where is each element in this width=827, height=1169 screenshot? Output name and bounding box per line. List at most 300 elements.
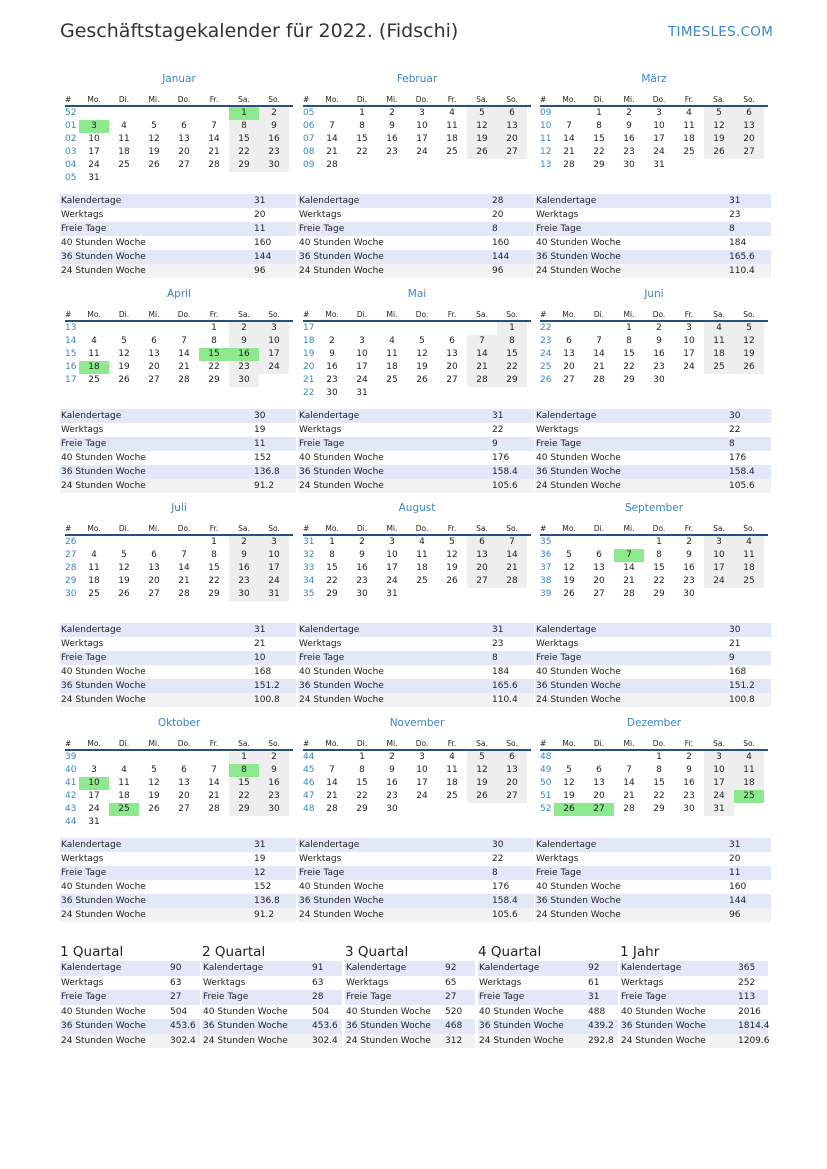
day-cell [169, 816, 199, 829]
day-cell: 21 [326, 791, 338, 801]
day-cell [199, 172, 229, 185]
summary-label: Werktags [536, 854, 579, 864]
day-cell: 28 [178, 375, 190, 385]
summary-row [535, 423, 771, 437]
week-number: 25 [540, 362, 552, 372]
week-row [303, 133, 531, 146]
summary-value: 100.8 [729, 695, 755, 705]
day-cell: 19 [416, 362, 428, 372]
day-cell: 27 [148, 589, 160, 599]
day-cell: 7 [497, 536, 527, 549]
week-number: 34 [303, 576, 315, 586]
day-cell: 24 [704, 575, 734, 588]
weekday-label: Mo. [562, 310, 576, 319]
day-cell [734, 588, 764, 601]
weekday-label: Sa. [713, 739, 725, 748]
day-cell: 1 [211, 323, 217, 333]
day-cell: 19 [467, 133, 497, 146]
weekday-label: Mi. [148, 310, 160, 319]
day-cell: 26 [446, 576, 458, 586]
weekday-header [540, 522, 768, 536]
summary-value: 158.4 [492, 896, 518, 906]
day-cell: 19 [118, 362, 130, 372]
weekday-label: So. [268, 739, 280, 748]
summary-row [535, 651, 771, 665]
week-row [65, 562, 293, 575]
day-cell: 21 [178, 362, 190, 372]
quarter-row [478, 1019, 618, 1034]
week-row [540, 588, 768, 601]
summary-row [535, 866, 771, 880]
day-cell: 19 [446, 563, 458, 573]
day-cell [109, 172, 139, 185]
day-cell: 9 [259, 120, 289, 133]
day-cell: 12 [148, 134, 160, 144]
month-name: Januar [162, 73, 196, 85]
quarter-row [60, 990, 200, 1005]
day-cell: 15 [229, 133, 259, 146]
day-cell: 30 [653, 375, 665, 385]
day-cell: 3 [704, 751, 734, 764]
day-cell: 11 [683, 121, 695, 131]
month-januar [65, 73, 293, 185]
day-cell: 14 [623, 778, 635, 788]
day-cell: 17 [88, 147, 100, 157]
day-cell: 11 [416, 550, 428, 560]
day-cell: 1 [497, 322, 527, 335]
summary-row [60, 437, 296, 451]
weekday-header [65, 308, 293, 322]
summary-row [60, 693, 296, 707]
summary-row [60, 264, 296, 278]
weekday-label: Fr. [447, 310, 457, 319]
day-cell: 6 [734, 107, 764, 120]
day-cell [169, 536, 199, 549]
week-number: 02 [65, 134, 77, 144]
weekday-label: Mo. [87, 739, 101, 748]
day-cell: 15 [199, 348, 229, 361]
weekday-header [303, 522, 531, 536]
day-cell: 30 [229, 374, 259, 387]
month-november [303, 717, 531, 816]
day-cell: 18 [118, 147, 130, 157]
weekday-label: Fr. [684, 739, 694, 748]
weekday-label: # [65, 310, 72, 319]
day-cell: 6 [151, 550, 157, 560]
summary-row [535, 264, 771, 278]
month-september [540, 502, 768, 601]
week-row [540, 562, 768, 575]
summary-row [298, 423, 534, 437]
day-cell: 13 [148, 563, 160, 573]
summary-value: 168 [729, 667, 747, 677]
day-cell: 26 [416, 375, 428, 385]
day-cell: 29 [229, 803, 259, 816]
summary-label: Kalendertage [536, 625, 597, 635]
quarter-block [620, 944, 768, 1048]
day-cell: 20 [446, 362, 458, 372]
day-cell: 6 [566, 336, 572, 346]
weekday-header [540, 93, 768, 107]
week-row [303, 803, 531, 816]
day-cell: 24 [416, 791, 428, 801]
day-cell: 28 [623, 589, 635, 599]
week-row [65, 816, 293, 829]
day-cell: 6 [467, 536, 497, 549]
quarter-value: 27 [445, 992, 457, 1002]
day-cell: 25 [734, 790, 764, 803]
week-row [540, 133, 768, 146]
quarter-block [478, 944, 618, 1048]
week-number: 30 [65, 589, 77, 599]
day-cell: 9 [229, 335, 259, 348]
weekday-label: So. [506, 524, 518, 533]
summary-row [535, 637, 771, 651]
summary-value: 110.4 [729, 266, 755, 276]
day-cell: 16 [356, 563, 368, 573]
day-cell: 30 [259, 159, 289, 172]
week-row [65, 575, 293, 588]
day-cell: 20 [734, 133, 764, 146]
day-cell: 20 [178, 791, 190, 801]
day-cell: 17 [653, 134, 665, 144]
weekday-label: Fr. [684, 310, 694, 319]
summary-row [298, 693, 534, 707]
day-cell [437, 803, 467, 816]
quarter-label: Freie Tage [621, 992, 667, 1002]
day-cell: 27 [178, 160, 190, 170]
day-cell [467, 322, 497, 335]
quarter-label: 36 Stunden Woche [621, 1021, 706, 1031]
day-cell: 20 [178, 147, 190, 157]
weekday-label: # [303, 524, 310, 533]
summary-value: 11 [254, 439, 266, 449]
quarter-label: Kalendertage [479, 963, 540, 973]
day-cell: 3 [419, 108, 425, 118]
day-cell: 17 [416, 778, 428, 788]
summary-label: Freie Tage [61, 868, 107, 878]
summary-value: 19 [254, 854, 266, 864]
weekday-header [65, 93, 293, 107]
day-cell: 6 [497, 107, 527, 120]
day-cell: 11 [88, 563, 100, 573]
day-cell: 4 [734, 751, 764, 764]
quarter-label: Werktags [61, 977, 104, 988]
quarter-value: 113 [738, 992, 756, 1002]
day-cell [169, 107, 199, 120]
day-cell: 30 [683, 589, 695, 599]
day-cell: 3 [704, 536, 734, 549]
week-row [65, 172, 293, 185]
day-cell: 25 [446, 791, 458, 801]
day-cell: 20 [593, 576, 605, 586]
week-number: 35 [303, 589, 315, 599]
day-cell: 19 [467, 777, 497, 790]
day-cell: 20 [593, 791, 605, 801]
weekday-label: Mi. [148, 524, 160, 533]
summary-value: 20 [492, 210, 504, 220]
summary-value: 160 [492, 238, 510, 248]
day-cell: 31 [88, 817, 100, 827]
quarter-row [345, 1019, 475, 1034]
day-cell: 29 [623, 375, 635, 385]
day-cell: 16 [683, 778, 695, 788]
day-cell [109, 107, 139, 120]
summary-row [535, 451, 771, 465]
quarter-label: 24 Stunden Woche [479, 1035, 564, 1046]
quarter-label: Freie Tage [479, 992, 525, 1002]
day-cell [229, 816, 259, 829]
day-cell: 18 [446, 778, 458, 788]
summary-row [60, 208, 296, 222]
summary-value: 158.4 [492, 467, 518, 477]
summary-value: 31 [492, 625, 504, 635]
summary-label: 24 Stunden Woche [61, 910, 146, 920]
month-dezember [540, 717, 768, 816]
weekday-label: Di. [593, 739, 605, 748]
summary-value: 30 [254, 411, 266, 421]
summary-value: 96 [492, 266, 504, 276]
weekday-label: Mi. [386, 524, 398, 533]
summary-value: 105.6 [729, 481, 755, 491]
day-cell: 3 [259, 536, 289, 549]
week-number: 21 [303, 375, 315, 385]
month-summary [298, 194, 534, 278]
summary-value: 152 [254, 882, 272, 892]
brand-link[interactable]: TIMESLES.COM [668, 24, 774, 40]
quarter-value: 468 [445, 1021, 463, 1031]
day-cell: 2 [229, 322, 259, 335]
summary-value: 160 [729, 882, 747, 892]
day-cell: 18 [734, 777, 764, 790]
day-cell: 27 [178, 804, 190, 814]
day-cell: 16 [623, 134, 635, 144]
week-row [540, 790, 768, 803]
quarter-title: 1 Quartal [60, 944, 124, 960]
summary-value: 184 [492, 667, 510, 677]
quarter-value: 31 [588, 992, 600, 1002]
day-cell: 2 [259, 751, 289, 764]
summary-row [60, 679, 296, 693]
quarter-value: 312 [445, 1035, 463, 1046]
week-number: 48 [303, 804, 315, 814]
day-cell: 20 [467, 562, 497, 575]
summary-row [298, 264, 534, 278]
day-cell [467, 588, 497, 601]
month-summary [298, 409, 534, 493]
week-row [303, 107, 531, 120]
week-number: 40 [65, 765, 77, 775]
day-cell [317, 322, 347, 335]
day-cell: 11 [118, 134, 130, 144]
summary-label: Werktags [299, 210, 342, 220]
week-number: 09 [540, 108, 552, 118]
summary-row [298, 222, 534, 236]
day-cell: 7 [566, 121, 572, 131]
week-number: 08 [303, 147, 315, 157]
day-cell [79, 322, 109, 335]
summary-label: Freie Tage [536, 439, 582, 449]
day-cell: 27 [446, 375, 458, 385]
summary-row [535, 679, 771, 693]
weekday-header [303, 93, 531, 107]
day-cell [317, 107, 347, 120]
day-cell: 19 [563, 791, 575, 801]
quarter-row [478, 961, 618, 976]
week-number: 01 [65, 121, 77, 131]
summary-row [535, 852, 771, 866]
day-cell: 14 [593, 349, 605, 359]
day-cell: 2 [359, 537, 365, 547]
weekday-label: Fr. [209, 524, 219, 533]
summary-row [535, 479, 771, 493]
weekday-header [65, 737, 293, 751]
summary-label: Freie Tage [299, 653, 345, 663]
day-cell: 20 [148, 576, 160, 586]
day-cell: 12 [118, 563, 130, 573]
weekday-label: Sa. [713, 310, 725, 319]
day-cell: 29 [653, 804, 665, 814]
day-cell [407, 588, 437, 601]
summary-value: 8 [729, 224, 735, 234]
week-number: 47 [303, 791, 315, 801]
quarter-label: 40 Stunden Woche [346, 1006, 431, 1017]
day-cell: 7 [329, 765, 335, 775]
week-row [540, 536, 768, 549]
week-row [303, 120, 531, 133]
day-cell: 3 [359, 336, 365, 346]
day-cell: 14 [178, 563, 190, 573]
quarter-value: 65 [445, 977, 457, 988]
quarter-value: 302.4 [170, 1035, 196, 1046]
weekday-label: Mo. [562, 95, 576, 104]
day-cell: 23 [683, 576, 695, 586]
day-cell: 29 [653, 589, 665, 599]
day-cell: 31 [704, 803, 734, 816]
day-cell [169, 172, 199, 185]
quarter-label: 40 Stunden Woche [61, 1006, 146, 1017]
summary-value: 91.2 [254, 910, 275, 920]
week-number: 26 [65, 537, 77, 547]
week-row [540, 322, 768, 335]
day-cell: 5 [151, 765, 157, 775]
day-cell: 22 [623, 362, 635, 372]
summary-label: 24 Stunden Woche [61, 266, 146, 276]
day-cell [497, 588, 527, 601]
summary-label: 40 Stunden Woche [536, 238, 621, 248]
day-cell: 7 [211, 121, 217, 131]
week-number: 20 [303, 362, 315, 372]
summary-label: Werktags [299, 639, 342, 649]
day-cell [437, 588, 467, 601]
day-cell: 14 [563, 134, 575, 144]
day-cell: 7 [329, 121, 335, 131]
summary-label: Werktags [61, 854, 104, 864]
summary-value: 96 [729, 910, 741, 920]
month-name: April [167, 288, 191, 300]
day-cell: 18 [683, 134, 695, 144]
weekday-label: # [540, 524, 547, 533]
month-summary [535, 409, 771, 493]
week-number: 22 [303, 388, 315, 398]
summary-value: 31 [729, 840, 741, 850]
day-cell: 17 [88, 791, 100, 801]
quarter-label: 36 Stunden Woche [479, 1021, 564, 1031]
day-cell: 21 [178, 576, 190, 586]
day-cell: 5 [467, 107, 497, 120]
quarter-row [345, 961, 475, 976]
day-cell: 15 [356, 778, 368, 788]
day-cell: 13 [497, 764, 527, 777]
quarter-value: 439.2 [588, 1021, 614, 1031]
weekday-label: Fr. [684, 95, 694, 104]
day-cell: 7 [211, 765, 217, 775]
day-cell: 30 [259, 803, 289, 816]
day-cell: 4 [91, 336, 97, 346]
summary-value: 136.8 [254, 467, 280, 477]
week-number: 14 [65, 336, 77, 346]
quarter-row [620, 976, 768, 991]
weekday-label: Fr. [209, 739, 219, 748]
day-cell: 4 [419, 537, 425, 547]
day-cell: 23 [326, 375, 338, 385]
quarter-label: 36 Stunden Woche [61, 1021, 146, 1031]
day-cell: 2 [259, 107, 289, 120]
summary-row [60, 665, 296, 679]
summary-value: 20 [729, 854, 741, 864]
weekday-label: So. [506, 739, 518, 748]
day-cell: 4 [449, 108, 455, 118]
month-name: November [389, 717, 445, 729]
week-number: 10 [540, 121, 552, 131]
day-cell: 14 [178, 349, 190, 359]
summary-row [535, 908, 771, 922]
summary-row [298, 637, 534, 651]
quarter-value: 91 [312, 963, 324, 973]
day-cell: 23 [386, 147, 398, 157]
day-cell: 21 [563, 147, 575, 157]
summary-label: Freie Tage [299, 868, 345, 878]
day-cell: 3 [91, 765, 97, 775]
summary-row [298, 437, 534, 451]
day-cell: 21 [326, 147, 338, 157]
month-summary [298, 838, 534, 922]
day-cell: 27 [593, 589, 605, 599]
week-number: 46 [303, 778, 315, 788]
week-number: 11 [540, 134, 552, 144]
day-cell: 29 [356, 804, 368, 814]
day-cell: 16 [326, 362, 338, 372]
summary-label: Freie Tage [61, 653, 107, 663]
day-cell: 19 [148, 147, 160, 157]
day-cell: 21 [497, 562, 527, 575]
summary-row [298, 194, 534, 208]
summary-label: Werktags [299, 425, 342, 435]
summary-value: 165.6 [729, 252, 755, 262]
day-cell: 29 [326, 589, 338, 599]
quarter-row [478, 990, 618, 1005]
summary-label: Kalendertage [536, 196, 597, 206]
day-cell: 1 [656, 537, 662, 547]
summary-value: 91.2 [254, 481, 275, 491]
day-cell: 27 [584, 803, 614, 816]
weekday-label: Fr. [447, 95, 457, 104]
weekday-label: Mi. [623, 524, 635, 533]
summary-row [60, 479, 296, 493]
day-cell [704, 374, 734, 387]
day-cell [497, 803, 527, 816]
day-cell: 3 [686, 323, 692, 333]
